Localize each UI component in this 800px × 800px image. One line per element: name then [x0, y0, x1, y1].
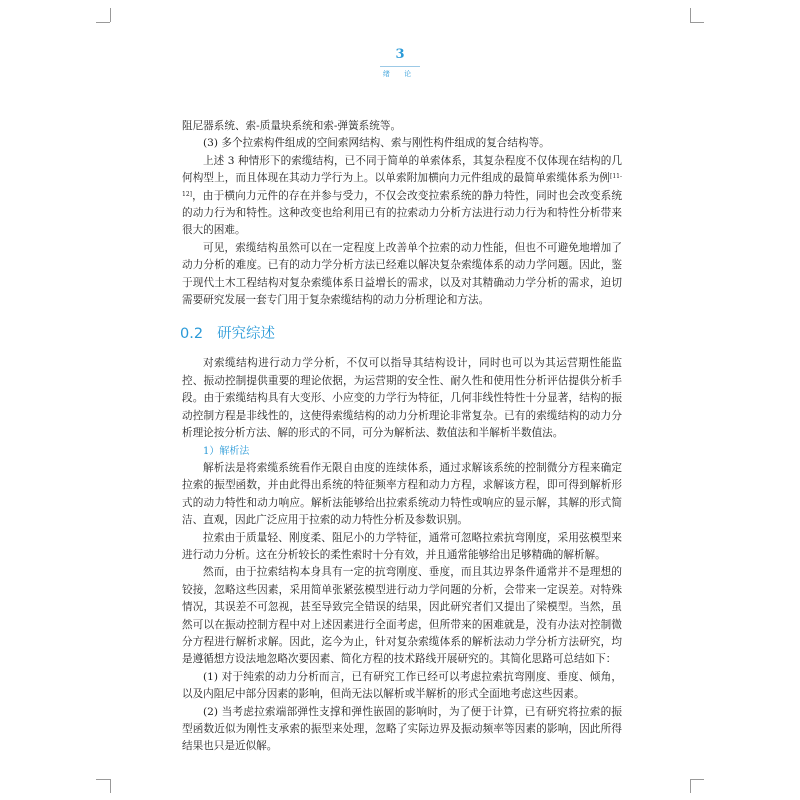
crop-mark: [690, 779, 691, 793]
paragraph: (1) 对于纯索的动力分析而言，已有研究工作已经可以考虑拉索抗弯刚度、垂度、倾角，以及内阻尼中部分因素的影响，但尚无法以解析或半解析的形式全面地考虑这些因素。: [182, 670, 622, 701]
paragraph: 然而，由于拉索结构本身具有一定的抗弯刚度、垂度，而且其边界条件通常并不是理想的铰接，忽略这些因素，采用简单张紧弦模型进行动力学问题的分析，会带来一定误差。对特殊情况，其误差不可忽视，甚至导致完全错误的结果，因此研究者们又提出了梁模型。当然，虽然可以在振动控制方程中对上述因素进行全面考虑，但所带来的困难就是，没有办法对控制微分方程进行解析求解。因此，迄今为止，针对复杂索缆体系的解析法动力学分析方法研究，均是遵循想方设法地忽略次要因素、简化方程的技术路线开展研究的。其简化思路可总结如下：: [182, 566, 622, 666]
body-text: [182, 118, 622, 756]
running-header: [0, 48, 800, 78]
paragraph: 可见，索缆结构虽然可以在一定程度上改善单个拉索的动力性能，但也不可避免地增加了动力分析的难度。已有的动力学分析方法已经难以解决复杂索缆体系的动力学问题。因此，鉴于现代土木工程结构对复杂索缆体系日益增长的需求，以及对其精确动力学分析的需求，迫切需要研究发展一套专门用于复杂索缆结构的动力分析理论和方法。: [182, 241, 622, 307]
crop-mark: [96, 22, 110, 23]
section-heading: [180, 325, 622, 343]
crop-mark: [110, 779, 111, 793]
paragraph-text: ，由于横向力元件的存在并参与受力，不仅会改变拉索系统的静力特性，同时也会改变系统的动力行为和特性。这种改变也给利用已有的拉索动力分析方法进行动力行为和特性分析带来很大的困难。: [182, 189, 622, 237]
paragraph-text: 上述 3 种情形下的索缆结构，已不同于简单的单索体系，其复杂程度不仅体现在结构的几何构型上，而且体现在其动力学行为上。以单索附加横向力元件组成的最简单索缆体系为例: [182, 154, 622, 185]
crop-mark: [690, 8, 691, 22]
crop-mark: [96, 779, 110, 780]
header-divider: [380, 66, 420, 67]
paragraph: 解析法是将索缆系统看作无限自由度的连续体系，通过求解该系统的控制微分方程来确定拉索的振型函数，并由此得出系统的特征频率方程和动力方程，求解该方程，即可得到解析形式的动力特性和动力响应。解析法能够给出拉索系统动力特性或响应的显示解，其解的形式简洁、直观，因此广泛应用于拉索的动力特性分析及参数识别。: [182, 461, 622, 527]
paragraph: 对索缆结构进行动力学分析，不仅可以指导其结构设计，同时也可以为其运营期性能监控、振动控制提供重要的理论依据，为运营期的安全性、耐久性和使用性分析评估提供分析手段。由于索缆结构具有大变形、小应变的力学行为特征，几何非线性特性十分显著，结构的振动控制方程是非线性的，这使得索缆结构的动力分析理论非常复杂。已有的索缆结构的动力分析理论按分析方法、解的形式的不同，可分为解析法、数值法和半解析半数值法。: [182, 357, 622, 440]
paragraph: 阻尼器系统、索-质量块系统和索-弹簧系统等。: [182, 120, 402, 132]
crop-mark: [690, 22, 704, 23]
paragraph: [182, 153, 622, 240]
crop-mark: [690, 779, 704, 780]
crop-mark: [110, 8, 111, 22]
paragraph: (2) 当考虑拉索端部弹性支撑和弹性嵌固的影响时，为了便于计算，已有研究将拉索的振型函数近似为刚性支承索的振型来处理，忽略了实际边界及振动频率等因素的影响，因此所得结果也只是近似解。: [182, 705, 622, 753]
running-title: 绪 论: [382, 70, 418, 78]
page-number: 3: [395, 47, 405, 62]
subsection-heading: 1）解析法: [203, 445, 250, 457]
paragraph: 拉索由于质量轻、刚度柔、阻尼小的力学特征，通常可忽略拉索抗弯刚度，采用弦模型来进行动力分析。这在分析较长的柔性索时十分有效，并且通常能够给出足够精确的解析解。: [182, 531, 622, 561]
paragraph: (3) 多个拉索构件组成的空间索网结构、索与刚性构件组成的复合结构等。: [203, 137, 550, 150]
citation: [11-12]: [182, 173, 622, 198]
section-number: 0.2: [180, 326, 204, 343]
section-title: 研究综述: [217, 326, 276, 343]
